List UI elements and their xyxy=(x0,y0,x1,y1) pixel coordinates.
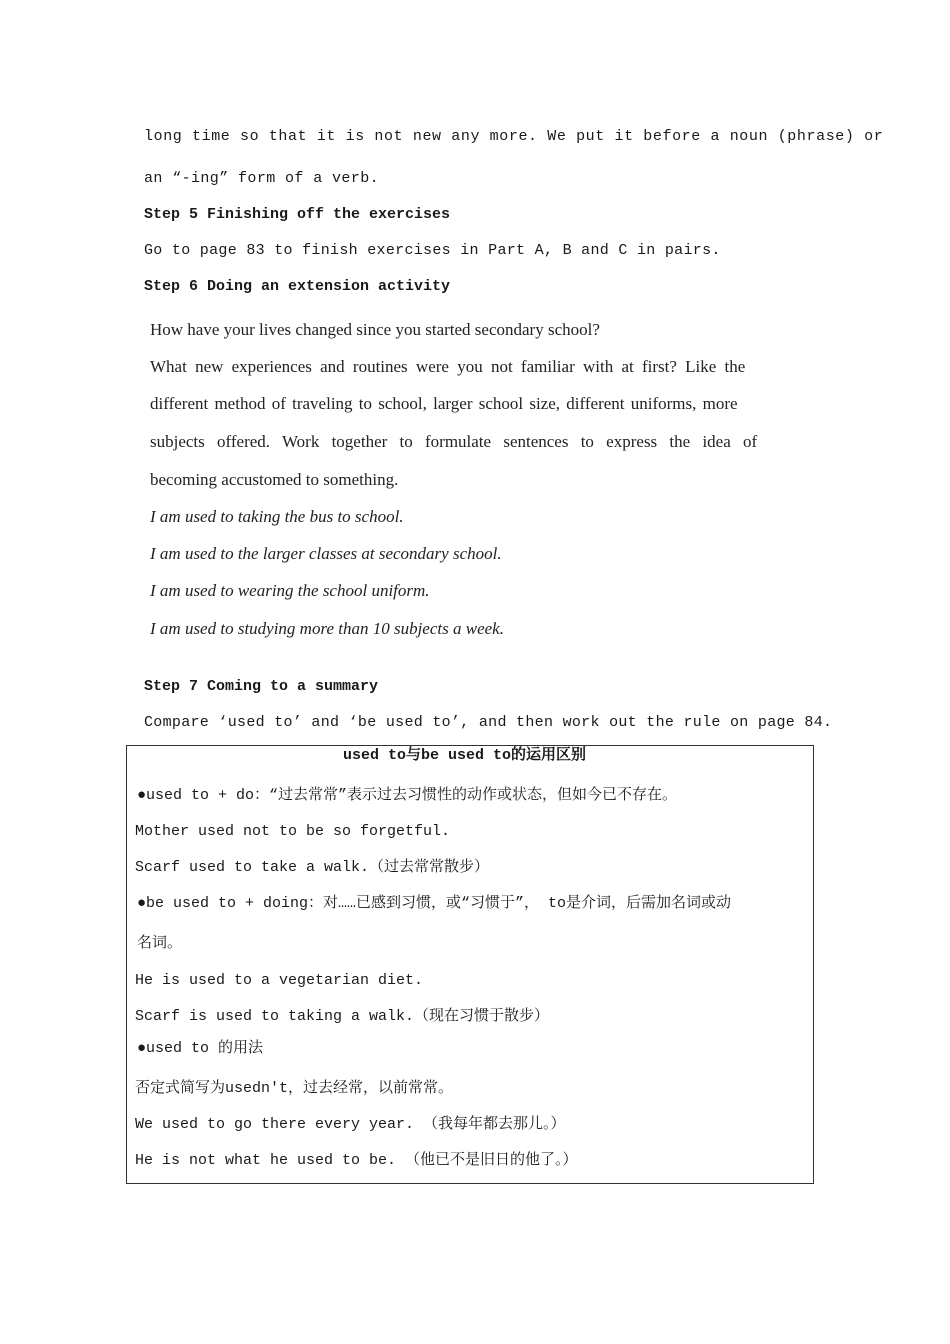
paragraph-line-2: an “-ing” form of a verb. xyxy=(144,170,380,187)
example-sentence: I am used to taking the bus to school. xyxy=(150,507,404,526)
example-line: Mother used not to be so forgetful. xyxy=(135,823,451,840)
rule-line: ●used to 的用法 xyxy=(137,1040,264,1057)
extension-paragraph-line: What new experiences and routines were you not familiar with at first? Like the xyxy=(150,357,746,376)
step6-heading: Step 6 Doing an extension activity xyxy=(144,278,451,295)
step7-heading: Step 7 Coming to a summary xyxy=(144,678,379,695)
rule-line: 名词。 xyxy=(137,935,183,952)
example-sentence: I am used to the larger classes at secondary school. xyxy=(150,544,502,563)
summary-box xyxy=(126,745,814,1184)
example-sentence: I am used to wearing the school uniform. xyxy=(150,581,430,600)
example-line: Scarf used to take a walk.（过去常常散步） xyxy=(135,859,490,876)
example-line: He is not what he used to be. （他已不是旧日的他了。） xyxy=(135,1152,578,1169)
paragraph-line-1: long time so that it is not new any more. We put it before a noun (phrase) or xyxy=(144,128,884,145)
rule-line: 否定式简写为usedn't，过去经常，以前常常。 xyxy=(135,1080,454,1097)
example-line: We used to go there every year. （我每年都去那儿。） xyxy=(135,1116,566,1133)
example-line: Scarf is used to taking a walk.（现在习惯于散步） xyxy=(135,1008,550,1025)
rule-line: ●be used to + doing：对……已感到习惯，或“习惯于”， to是介词，后需加名词或动 xyxy=(137,895,732,912)
step5-heading: Step 5 Finishing off the exercises xyxy=(144,206,451,223)
summary-box-title: used to与be used to的运用区别 xyxy=(343,747,587,764)
extension-paragraph-line: becoming accustomed to something. xyxy=(150,470,399,489)
extension-question: How have your lives changed since you started secondary school? xyxy=(150,320,600,339)
step7-body: Compare ‘used to’ and ‘be used to’, and then work out the rule on page 84. xyxy=(144,714,833,731)
rule-line: ●used to + do：“过去常常”表示过去习惯性的动作或状态，但如今已不存在。 xyxy=(137,787,678,804)
step5-body: Go to page 83 to finish exercises in Part A, B and C in pairs. xyxy=(144,242,721,259)
example-sentence: I am used to studying more than 10 subjects a week. xyxy=(150,619,504,638)
extension-paragraph-line: different method of traveling to school, larger school size, different uniforms, more xyxy=(150,394,738,413)
extension-paragraph-line: subjects offered. Work together to formulate sentences to express the idea of xyxy=(150,432,758,451)
example-line: He is used to a vegetarian diet. xyxy=(135,972,424,989)
